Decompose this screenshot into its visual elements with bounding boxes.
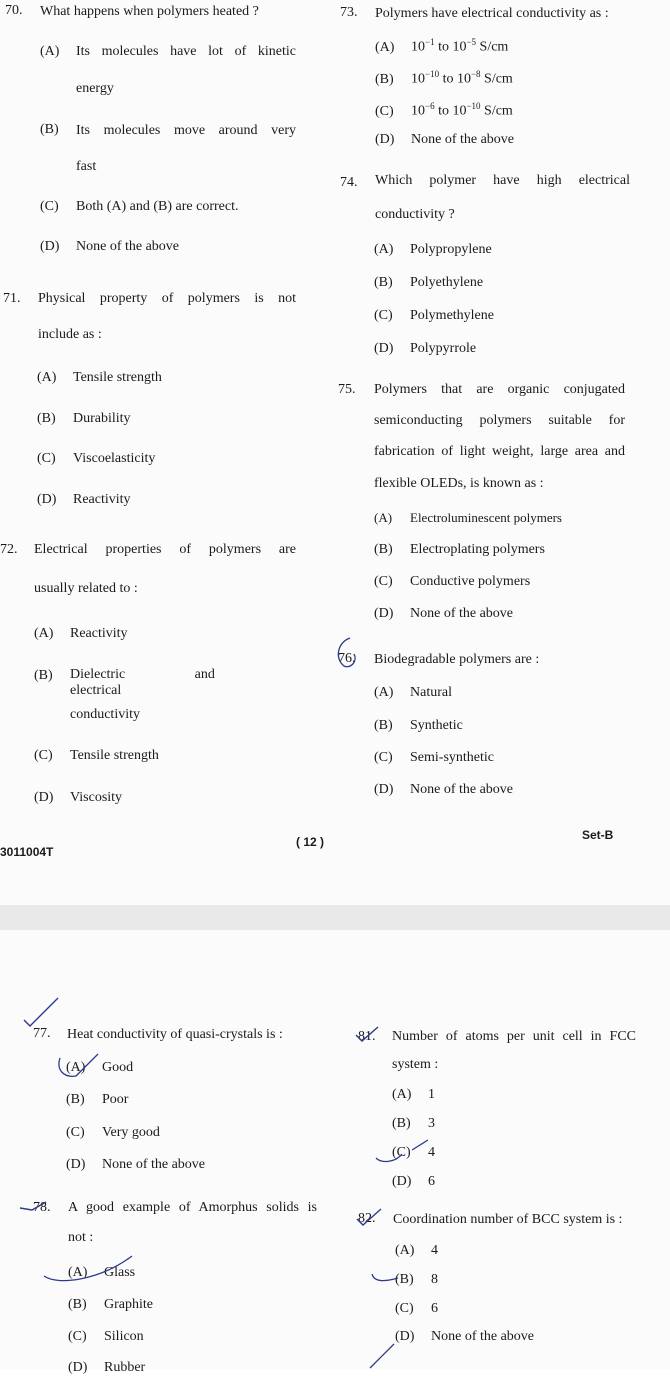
q81-option-b: (B) 3: [392, 1116, 435, 1131]
q77-option-a: (A) Good: [66, 1060, 134, 1075]
q74-option-a: (A) Polypropylene: [374, 242, 492, 257]
pen-tick-77-icon: [20, 996, 62, 1028]
q74-option-c: (C) Polymethylene: [374, 308, 494, 323]
question-75-text: Polymers that are organic conjugated: [374, 382, 625, 397]
q70-option-b-text: Its molecules move around very: [76, 123, 296, 138]
question-71-text-cont: include as :: [38, 327, 102, 342]
q72-option-c: (C) Tensile strength: [34, 748, 159, 763]
set-label: Set-B: [582, 828, 614, 842]
q75-option-b: (B) Electroplating polymers: [374, 542, 545, 557]
q72-option-b-text-cont: conductivity: [70, 707, 140, 722]
q71-option-c: (C) Viscoelasticity: [37, 451, 156, 466]
q82-option-c: (C) 6: [395, 1301, 438, 1316]
q82-option-b: (B) 8: [395, 1272, 438, 1287]
question-74-text-cont: conductivity ?: [375, 207, 455, 222]
question-71-number: 71.: [3, 291, 21, 306]
q81-option-d: (D) 6: [392, 1174, 435, 1189]
q78-option-d: (D) Rubber: [68, 1360, 146, 1375]
q72-option-a: (A) Reactivity: [34, 626, 128, 641]
q75-option-d: (D) None of the above: [374, 606, 514, 621]
question-78-text: A good example of Amorphus solids is: [68, 1200, 317, 1215]
question-71-text: Physical property of polymers is not: [38, 291, 296, 306]
question-77-text: Heat conductivity of quasi-crystals is :: [67, 1027, 283, 1042]
q70-option-b: (B): [40, 122, 59, 137]
q70-option-c: (C) Both (A) and (B) are correct.: [40, 199, 239, 214]
q76-option-b: (B) Synthetic: [374, 718, 463, 733]
q78-option-b: (B) Graphite: [68, 1297, 153, 1312]
q72-option-d: (D) Viscosity: [34, 790, 123, 805]
question-81-text: Number of atoms per unit cell in FCC: [392, 1029, 636, 1044]
q77-option-d: (D) None of the above: [66, 1157, 206, 1172]
q72-option-b-text: Dielectric and electrical: [70, 667, 215, 698]
q71-option-d: (D) Reactivity: [37, 492, 131, 507]
pen-mark-bottom-icon: [368, 1340, 398, 1370]
q70-option-d: (D) None of the above: [40, 239, 180, 254]
question-70-number: 70.: [5, 3, 23, 18]
q72-option-b: (B): [34, 668, 53, 683]
question-78-number: 78.: [33, 1200, 51, 1215]
question-75-text-4: flexible OLEDs, is known as :: [374, 476, 544, 491]
question-82-number: 82.: [358, 1211, 376, 1226]
question-81-number: 81.: [358, 1029, 376, 1044]
q70-option-a-text-cont: energy: [76, 81, 114, 96]
q77-option-b: (B) Poor: [66, 1092, 129, 1107]
q82-option-a: (A) 4: [395, 1243, 438, 1258]
q73-option-d: (D) None of the above: [375, 132, 515, 147]
question-75-text-3: fabrication of light weight, large area and: [374, 444, 625, 459]
question-76-number: 76.: [338, 651, 356, 666]
q70-option-b-text-cont: fast: [76, 159, 97, 174]
q76-option-c: (C) Semi-synthetic: [374, 750, 494, 765]
question-75-text-2: semiconducting polymers suitable for: [374, 413, 625, 428]
q73-option-a: (A) $10^{-1}$ to $10^{-5}$ S/cm: [375, 37, 509, 55]
q73-option-c: (C) $10^{-6}$ to $10^{-10}$ S/cm: [375, 101, 513, 119]
q74-option-b: (B) Polyethylene: [374, 275, 484, 290]
q78-option-c: (C) Silicon: [68, 1329, 144, 1344]
q73-option-b: (B) $10^{-10}$ to $10^{-8}$ S/cm: [375, 69, 513, 87]
q82-option-d: (D) None of the above: [395, 1329, 535, 1344]
question-73-text: Polymers have electrical conductivity as :: [375, 6, 609, 21]
question-82-text: Coordination number of BCC system is :: [393, 1212, 623, 1227]
page-separator: [0, 905, 670, 930]
question-72-number: 72.: [0, 542, 18, 557]
q76-option-d: (D) None of the above: [374, 782, 514, 797]
question-81-text-cont: system :: [392, 1057, 439, 1072]
question-76-text: Biodegradable polymers are :: [374, 652, 540, 667]
q74-option-d: (D) Polypyrrole: [374, 341, 477, 356]
q75-option-c: (C) Conductive polymers: [374, 574, 531, 589]
q71-option-a: (A) Tensile strength: [37, 370, 162, 385]
q71-option-b: (B) Durability: [37, 411, 131, 426]
question-78-text-cont: not :: [68, 1230, 94, 1245]
q81-option-a: (A) 1: [392, 1087, 435, 1102]
question-73-number: 73.: [340, 5, 358, 20]
q76-option-a: (A) Natural: [374, 685, 452, 700]
q78-option-a: (A) Glass: [68, 1265, 136, 1280]
question-70-text: What happens when polymers heated ?: [40, 4, 259, 19]
question-77-number: 77.: [33, 1026, 51, 1041]
paper-code: 3011004T: [0, 845, 54, 859]
question-74-number: 74.: [340, 175, 358, 190]
q70-option-a: (A): [40, 44, 60, 59]
q70-option-a-text: Its molecules have lot of kinetic: [76, 44, 296, 59]
q77-option-c: (C) Very good: [66, 1125, 160, 1140]
question-72-text: Electrical properties of polymers are: [34, 542, 296, 557]
question-72-text-cont: usually related to :: [34, 581, 138, 596]
question-74-text: Which polymer have high electrical: [375, 173, 630, 188]
question-75-number: 75.: [338, 382, 356, 397]
q81-option-c: (C) 4: [392, 1145, 435, 1160]
page-number: ( 12 ): [296, 835, 325, 849]
exam-page-13: [0, 930, 670, 1375]
q75-option-a: (A) Electroluminescent polymers: [374, 510, 562, 525]
